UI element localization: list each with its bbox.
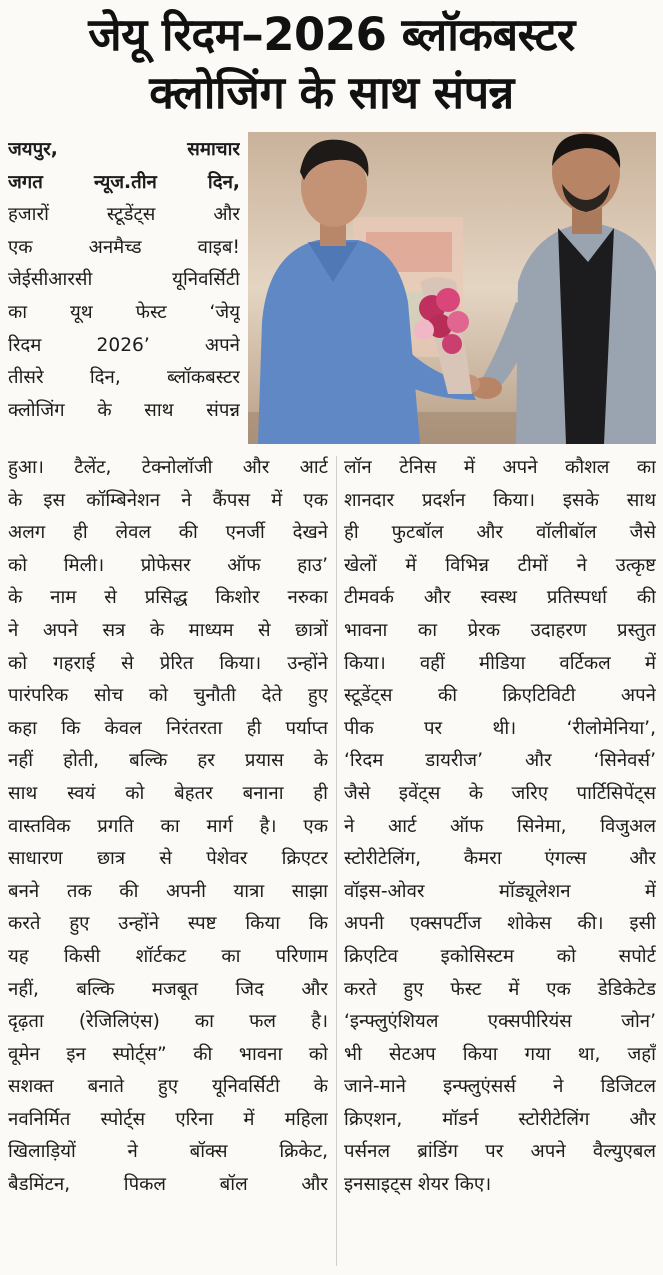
text-line: शानदार प्रदर्शन किया। इसके साथ <box>344 489 656 511</box>
text-line: इनसाइट्स शेयर किए। <box>344 1174 492 1196</box>
text-line: भावना का प्रेरक उदाहरण प्रस्तुत <box>344 619 656 641</box>
text-line: अपनी एक्सपर्टीज शोकेस की। इसी <box>344 913 656 935</box>
text-line: क्लोजिंग के साथ संपन्न <box>8 399 240 421</box>
left-column <box>8 452 328 1202</box>
text-line: पर्सनल ब्रांडिंग पर अपने वैल्युएबल <box>344 1141 656 1163</box>
text-line: स्टूडेंट्स की क्रिएटिविटी अपने <box>344 685 656 707</box>
text-line: साथ स्वयं को बेहतर बनाना ही <box>8 782 328 804</box>
text-line: सशक्त बनाते हुए यूनिवर्सिटी के <box>8 1076 328 1098</box>
photo-illustration <box>248 132 656 444</box>
text-line: यह किसी शॉर्टकट का परिणाम <box>8 945 328 967</box>
text-line: कहा कि केवल निरंतरता ही पर्याप्त <box>8 717 328 739</box>
text-line: नहीं होती, बल्कि हर प्रयास के <box>8 750 328 772</box>
text-line: ‘इन्फ्लुएंशियल एक्सपीरियंस जोन’ <box>344 1011 656 1033</box>
text-line: क्रिएशन, मॉडर्न स्टोरीटेलिंग और <box>344 1108 656 1130</box>
text-line: पीक पर थी। ‘रीलोमेनिया’, <box>344 717 656 739</box>
text-line: ‘रिदम डायरीज’ और ‘सिनेवर्स’ <box>344 750 656 772</box>
text-line: लॉन टेनिस में अपने कौशल का <box>344 457 656 478</box>
text-line: तीसरे दिन, ब्लॉकबस्टर <box>8 367 240 389</box>
text-line: जगत न्यूज.तीन दिन, <box>8 171 240 193</box>
text-line: खिलाड़ियों ने बॉक्स क्रिकेट, <box>8 1141 328 1163</box>
text-line: को मिली। प्रोफेसर ऑफ हाउ’ <box>8 554 328 576</box>
text-line: खेलों में विभिन्न टीमों ने उत्कृष्ट <box>344 554 656 576</box>
column-divider <box>336 456 337 1266</box>
headline-line-2: क्लोजिंग के साथ संपन्न <box>149 66 514 119</box>
text-line: वास्तविक प्रगति का मार्ग है। एक <box>8 815 328 837</box>
text-line: एक अनमैच्ड वाइब! <box>8 236 240 258</box>
text-line: ही फुटबॉल और वॉलीबॉल जैसे <box>344 522 656 544</box>
text-line: को गहराई से प्रेरित किया। उन्होंने <box>8 652 328 674</box>
text-line: बनने तक की अपनी यात्रा साझा <box>8 880 328 902</box>
right-column <box>344 452 656 1202</box>
intro-column <box>8 134 240 427</box>
text-line: जेईसीआरसी यूनिवर्सिटी <box>8 269 240 291</box>
text-line: साधारण छात्र से पेशेवर क्रिएटर <box>8 848 328 870</box>
headline <box>0 0 663 132</box>
text-line: ने अपने सत्र के माध्यम से छात्रों <box>8 619 328 641</box>
text-line: हजारों स्टूडेंट्स और <box>8 204 240 226</box>
text-line: दृढ़ता (रेजिलिएंस) का फल है। <box>8 1011 328 1033</box>
headline-line-1: जेयू रिदम–2026 ब्लॉकबस्टर <box>88 8 575 61</box>
text-line: टीमवर्क और स्वस्थ प्रतिस्पर्धा की <box>344 587 656 609</box>
text-line: के इस कॉम्बिनेशन ने कैंपस में एक <box>8 489 328 511</box>
news-photo <box>248 132 656 444</box>
text-line: नहीं, बल्कि मजबूत जिद और <box>8 978 328 1000</box>
text-line: क्रिएटिव इकोसिस्टम को सपोर्ट <box>344 945 656 967</box>
text-line: जैसे इवेंट्स के जरिए पार्टिसिपेंट्स <box>344 782 656 804</box>
text-line: ने आर्ट ऑफ सिनेमा, विजुअल <box>344 815 656 837</box>
text-line: स्टोरीटेलिंग, कैमरा एंगल्स और <box>344 848 656 870</box>
text-line: हुआ। टैलेंट, टेक्नोलॉजी और आर्ट <box>8 457 328 478</box>
text-line: के नाम से प्रसिद्ध किशोर नरुका <box>8 587 328 609</box>
text-line: पारंपरिक सोच को चुनौती देते हुए <box>8 685 328 707</box>
text-line: किया। वहीं मीडिया वर्टिकल में <box>344 652 656 674</box>
text-line: अलग ही लेवल की एनर्जी देखने <box>8 522 328 544</box>
text-line: जाने-माने इन्फ्लुएंसर्स ने डिजिटल <box>344 1076 656 1098</box>
text-line: जयपुर, समाचार <box>8 139 240 160</box>
text-line: बैडमिंटन, पिकल बॉल और <box>8 1174 328 1196</box>
text-line: वूमेन इन स्पोर्ट्स” की भावना को <box>8 1043 328 1065</box>
text-line: रिदम 2026’ अपने <box>8 334 240 356</box>
text-line: वॉइस-ओवर मॉड्यूलेशन में <box>344 880 656 902</box>
text-line: करते हुए उन्होंने स्पष्ट किया कि <box>8 913 328 935</box>
text-line: करते हुए फेस्ट में एक डेडिकेटेड <box>344 978 656 1000</box>
text-line: नवनिर्मित स्पोर्ट्स एरिना में महिला <box>8 1108 328 1130</box>
text-line: भी सेटअप किया गया था, जहाँ <box>344 1043 656 1065</box>
text-line: का यूथ फेस्ट ‘जेयू <box>8 301 240 323</box>
